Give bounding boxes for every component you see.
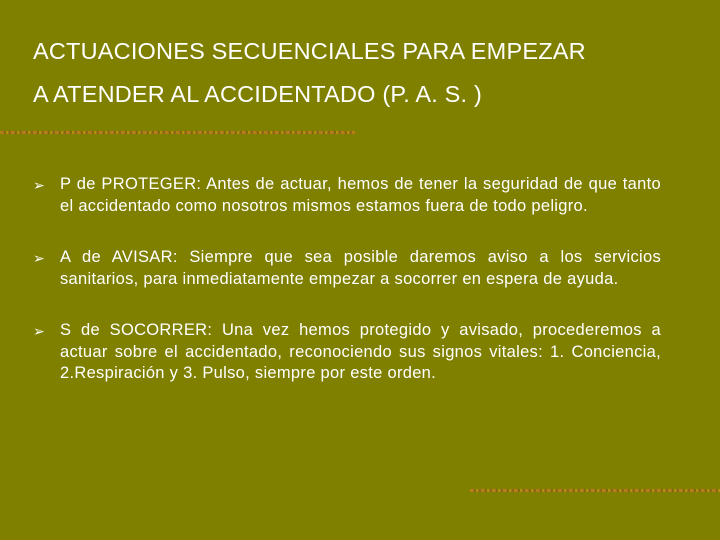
bullet-list [33,174,661,385]
arrowhead-bullet-icon: ➢ [33,177,46,193]
decorative-rule-bottom [470,489,720,492]
arrowhead-bullet-icon: ➢ [33,323,46,339]
slide-title [33,30,703,116]
bullet-text: A de AVISAR: Siempre que sea posible daremos aviso a los servicios sanitarios, para inmediatamente empezar a socorrer en espera de ayuda. [60,248,661,288]
bullet-text: S de SOCORRER: Una vez hemos protegido y avisado, procederemos a actuar sobre el accidentado, reconociendo sus signos vitales: 1. Conciencia, 2.Respiración y 3. Pulso, siempre por este orden. [60,321,661,382]
bullet-text: P de PROTEGER: Antes de actuar, hemos de tener la seguridad de que tanto el accidentado como nosotros mismos estamos fuera de todo peligro. [60,175,661,215]
bullet-item-socorrer [33,320,661,385]
decorative-rule-top [0,131,355,134]
slide-title-line-1: ACTUACIONES SECUENCIALES PARA EMPEZAR [33,38,586,64]
bullet-item-proteger [33,174,661,217]
slide-title-line-2: A ATENDER AL ACCIDENTADO (P. A. S. ) [33,81,483,107]
bullet-item-avisar [33,247,661,290]
arrowhead-bullet-icon: ➢ [33,250,46,266]
